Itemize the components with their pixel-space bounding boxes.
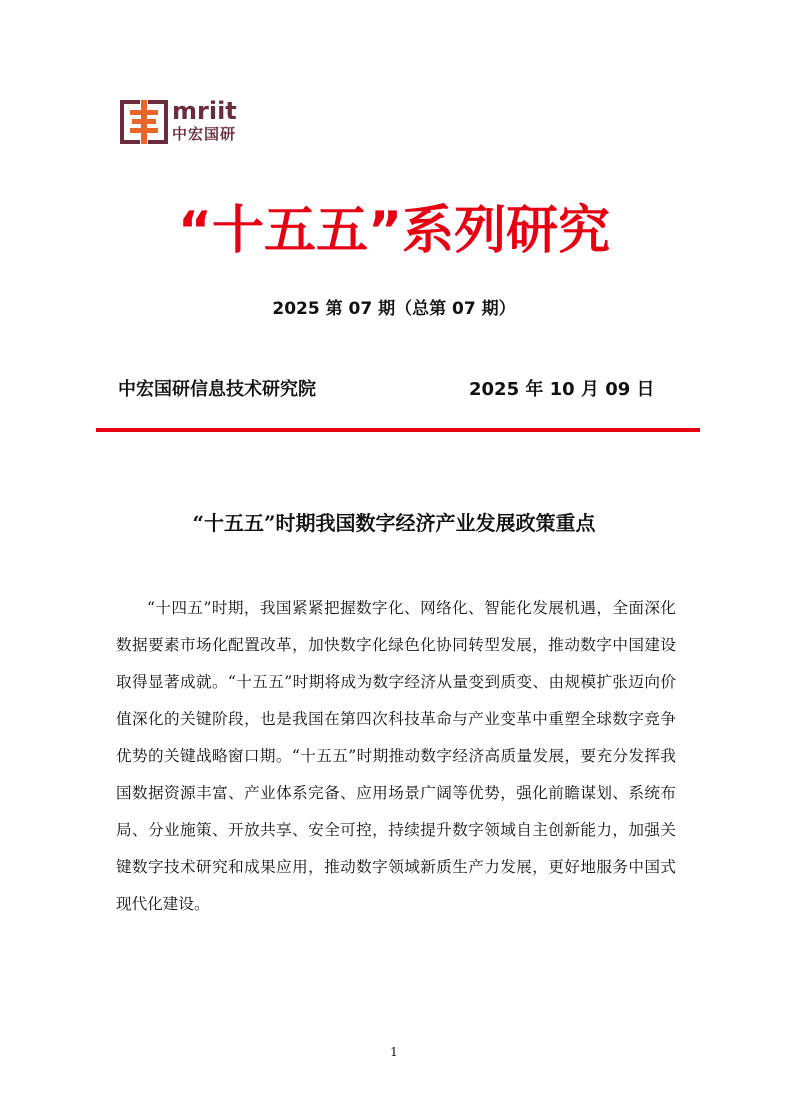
- article-paragraph: “十四五”时期，我国紧紧把握数字化、网络化、智能化发展机遇，全面深化数据要素市场化配置改革，加快数字化绿色化协同转型发展，推动数字中国建设取得显著成就。“十五五”时期将成为数字经济从量变到质变、由规模扩张迈向价值深化的关键阶段，也是我国在第四次科技革命与产业变革中重塑全球数字竞争优势的关键战略窗口期。“十五五”时期推动数字经济高质量发展，要充分发挥我国数据资源丰富、产业体系完备、应用场景广阔等优势，强化前瞻谋划、系统布局、分业施策、开放共享、安全可控，持续提升数字领域自主创新能力，加强关键数字技术研究和成果应用，推动数字领域新质生产力发展，更好地服务中国式现代化建设。: [116, 599, 676, 913]
- logo-name-en: mriit: [172, 97, 237, 125]
- issue-number: 2025 第 07 期（总第 07 期）: [272, 299, 516, 319]
- article-title: “十五五”时期我国数字经济产业发展政策重点: [192, 511, 596, 535]
- organization-name: 中宏国研信息技术研究院: [118, 379, 316, 400]
- logo-name-cn: 中宏国研: [172, 125, 237, 143]
- header-divider: [96, 428, 700, 432]
- mriit-logo: [120, 98, 250, 148]
- publish-date: 2025 年 10 月 09 日: [469, 379, 655, 400]
- page-number: 1: [390, 1045, 398, 1059]
- series-title: “十五五”系列研究: [177, 201, 611, 261]
- mriit-logo-mark-icon: [120, 98, 168, 146]
